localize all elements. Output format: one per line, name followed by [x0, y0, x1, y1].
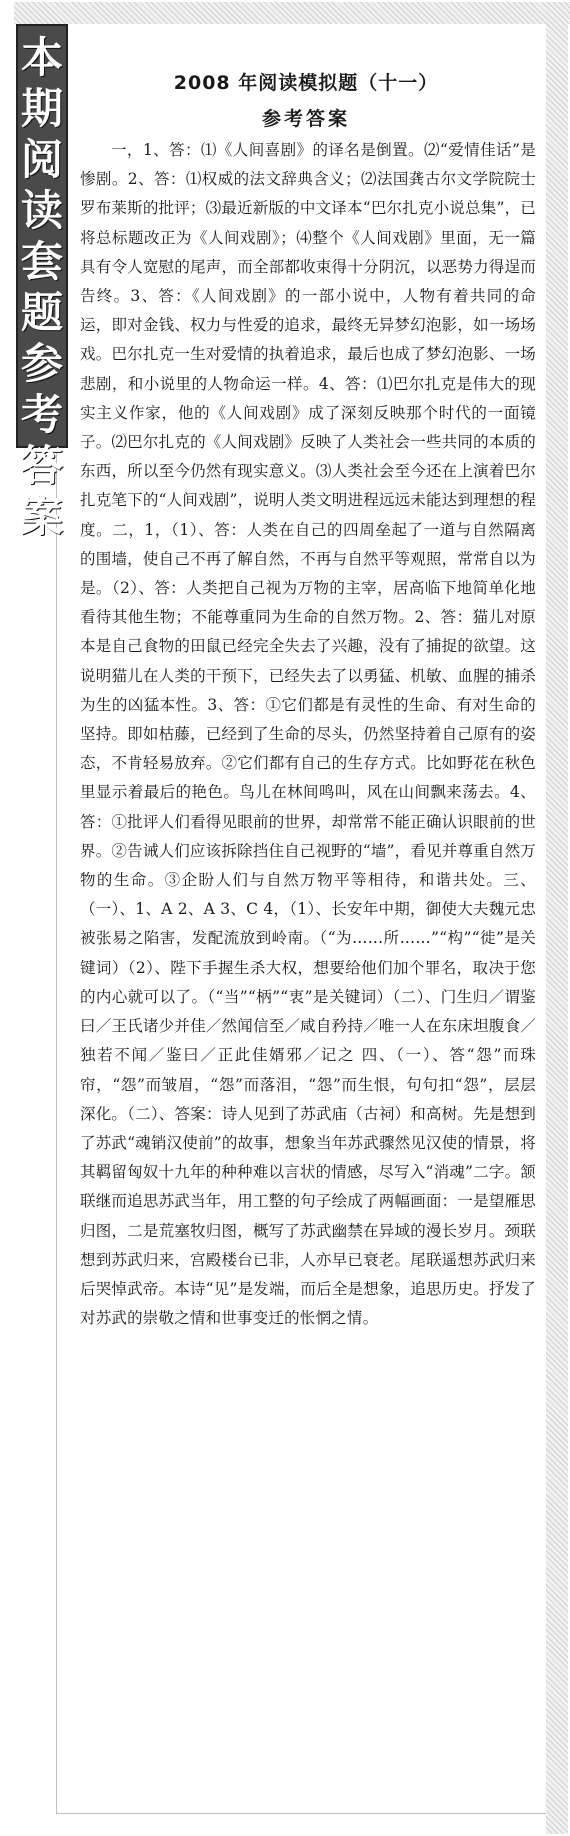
banner-char: 阅 — [20, 135, 63, 184]
banner-char: 考 — [20, 390, 63, 439]
section-banner — [16, 24, 68, 541]
decorative-hatch-right — [546, 2, 568, 1834]
answer-body: 一，1、答：⑴《人间喜剧》的译名是倒置。⑵“爱情佳话”是惨剧。2、答：⑴权威的法文辞典含义；⑵法国龚古尔文学院院士罗布莱斯的批评；⑶最近新版的中文译本“巴尔扎克小说总集”，已将总标题改正为《人间戏剧》；⑷整个《人间戏剧》里面，无一篇具有令人宽慰的尾声，而全部都收束得十分阴沉，以恶势力得逞而告终。3、答：《人间戏剧》的一部小说中，人物有着共同的命运，即对金钱、权力与性爱的追求，最终无异梦幻泡影，如一场场戏。巴尔扎克一生对爱情的执着追求，最后也成了梦幻泡影、一场悲剧，和小说里的人物命运一样。4、答：⑴巴尔扎克是伟大的现实主义作家，他的《人间戏剧》成了深刻反映那个时代的一面镜子。⑵巴尔扎克的《人间戏剧》反映了人类社会一些共同的本质的东西，所以至今仍然有现实意义。⑶人类社会至今还在上演着巴尔扎克笔下的“人间戏剧”，说明人类文明进程远远未能达到理想的程度。二，1，（1）、答：人类在自己的四周垒起了一道与自然隔离的围墙，使自己不再了解自然，不再与自然平等观照，常常自以为是。（2）、答：人类把自己视为万物的主宰，居高临下地简单化地看待其他生物；不能尊重同为生命的自然万物。2、答：猫儿对原本是自己食物的田鼠已经完全失去了兴趣，没有了捕捉的欲望。这说明猫儿在人类的干预下，已经失去了以勇猛、机敏、血腥的捕杀为生的凶猛本性。3、答：①它们都是有灵性的生命、有对生命的坚持。即如枯藤，已经到了生命的尽头，仍然坚持着自己原有的姿态，不肯轻易放弃。②它们都有自己的生存方式。比如野花在秋色里显示着最后的艳色。鸟儿在林间鸣叫，风在山间飘来荡去。4、答：①批评人们看得见眼前的世界，却常常不能正确认识眼前的世界。②告诫人们应该拆除挡住自己视野的“墙”，看见并尊重自然万物的生命。③企盼人们与自然万物平等相待，和谐共处。三、（一）、1、A 2、A 3、C 4，（1）、长安年中期，御使大夫魏元忠被张易之陷害，发配流放到岭南。（“为……所……”“构”“徙”是关键词）（2）、陛下手握生杀大权，想要给他们加个罪名，取决于您的内心就可以了。（“当”“柄”“衷”是关键词）（二）、门生归／谓鉴曰／王氏诸少并佳／然闻信至／咸自矜持／唯一人在东床坦腹食／独若不闻／鉴曰／正此佳婿邪／记之 四、（一）、答“怨”而珠帘，“怨”而皱眉，“怨”而落泪，“怨”而生恨，句句扣“怨”，层层深化。（二）、答案：诗人见到了苏武庙（古祠）和高树。先是想到了苏武“魂销汉使前”的故事，想象当年苏武骤然见汉使的情景，将其羁留匈奴十九年的种种难以言状的情感，尽写入“消魂”二字。颔联继而追思苏武当年，用工整的句子绘成了两幅画面：一是望雁思归图，二是荒塞牧归图，概写了苏武幽禁在异域的漫长岁月。颈联想到苏武归来，宫殿楼台已非，人亦早已衰老。尾联遥想苏武归来后哭悼武帝。本诗“见”是发端，而后全是想象，追思历史。抒发了对苏武的崇敬之情和世事变迁的怅惘之情。 — [80, 141, 536, 1328]
banner-char: 题 — [20, 288, 63, 337]
banner-char: 期 — [20, 84, 63, 133]
banner-char: 套 — [20, 237, 63, 286]
banner-char: 本 — [20, 33, 63, 82]
decorative-hatch-top — [14, 2, 570, 24]
page-title: 2008 年阅读模拟题（十一） — [173, 72, 439, 94]
banner-char: 答 — [20, 441, 63, 490]
banner-char: 读 — [20, 186, 63, 235]
page-subtitle: 参考答案 — [261, 108, 350, 130]
banner-char: 案 — [20, 492, 63, 541]
banner-char: 参 — [20, 339, 63, 388]
